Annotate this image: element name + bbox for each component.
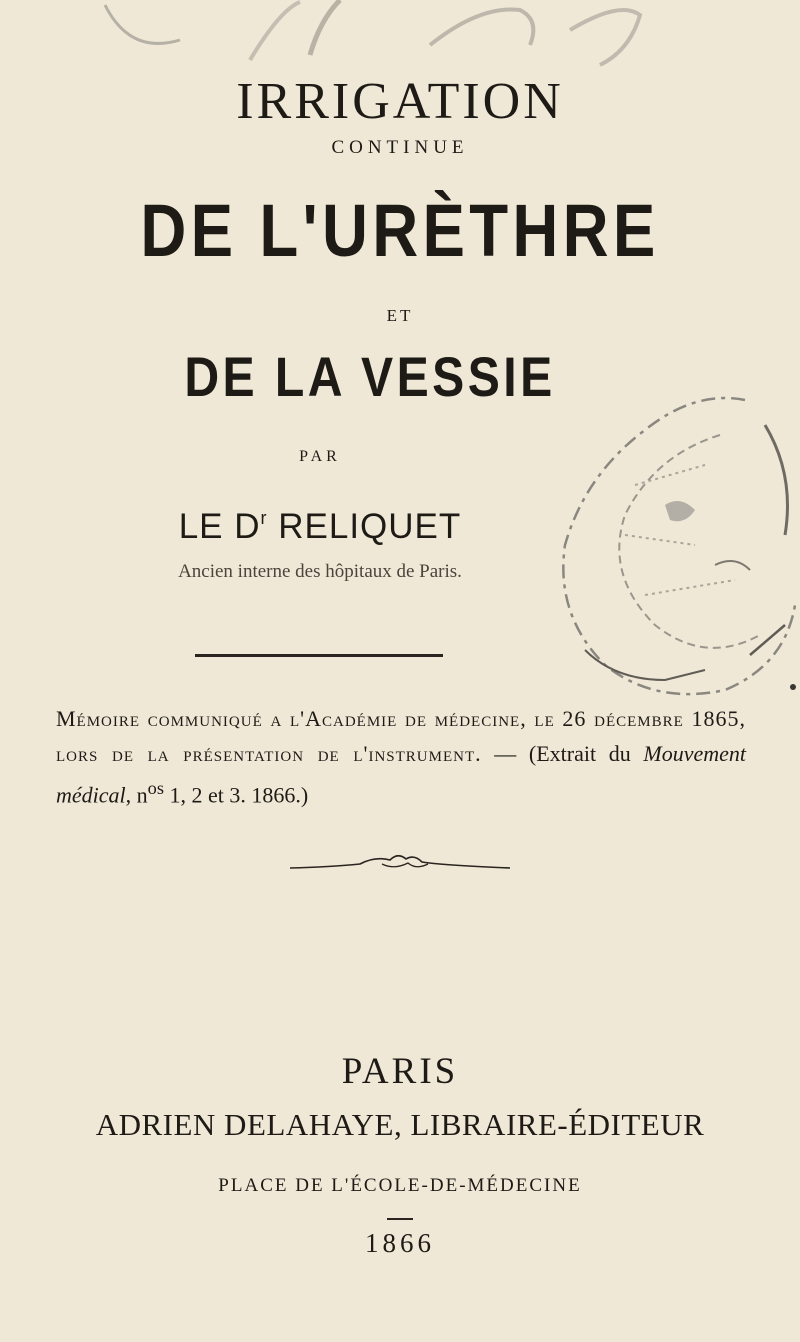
ornament-divider: [290, 850, 510, 878]
imprint-year: 1866: [365, 1228, 435, 1258]
title-uretre: DE L'URÈTHRE: [140, 189, 660, 272]
imprint-address: PLACE DE L'ÉCOLE-DE-MÉDECINE: [218, 1175, 582, 1196]
memoire-issue-prefix: , n: [125, 782, 148, 808]
title-irrigation: IRRIGATION: [236, 73, 564, 130]
author-name: RELIQUET: [278, 507, 462, 546]
imprint-city: PARIS: [341, 1051, 459, 1092]
title-vessie: DE LA VESSIE: [184, 345, 556, 408]
title-et: ET: [386, 306, 414, 325]
author-name-line: [100, 507, 540, 547]
imprint-publisher: ADRIEN DELAHAYE, LIBRAIRE-ÉDITEUR: [95, 1107, 705, 1142]
divider-rule: [195, 654, 443, 657]
memoire-extract-open: — (Extrait du: [481, 741, 644, 766]
title-continue: CONTINUE: [331, 137, 469, 158]
memoire-intro: Mémoire communiqué a l'Académie de médecine, le 26 décembre 1865, lors de la présentation de l'instrument.: [56, 706, 746, 766]
library-stamp-right: [545, 395, 800, 700]
library-stamp-top: [100, 0, 660, 70]
author-title-sup: r: [260, 508, 268, 528]
memoire-issue-numbers: 1, 2 et 3. 1866.): [163, 782, 309, 808]
year-rule: [387, 1218, 413, 1220]
author-prefix: LE D: [178, 507, 261, 546]
byline-par: PAR: [299, 448, 341, 465]
memoire-issue-sup: os: [147, 778, 164, 798]
journal-title: Mouvement médical: [56, 741, 746, 808]
author-role: Ancien interne des hôpitaux de Paris.: [178, 561, 462, 582]
memoire-paragraph: [56, 701, 746, 812]
